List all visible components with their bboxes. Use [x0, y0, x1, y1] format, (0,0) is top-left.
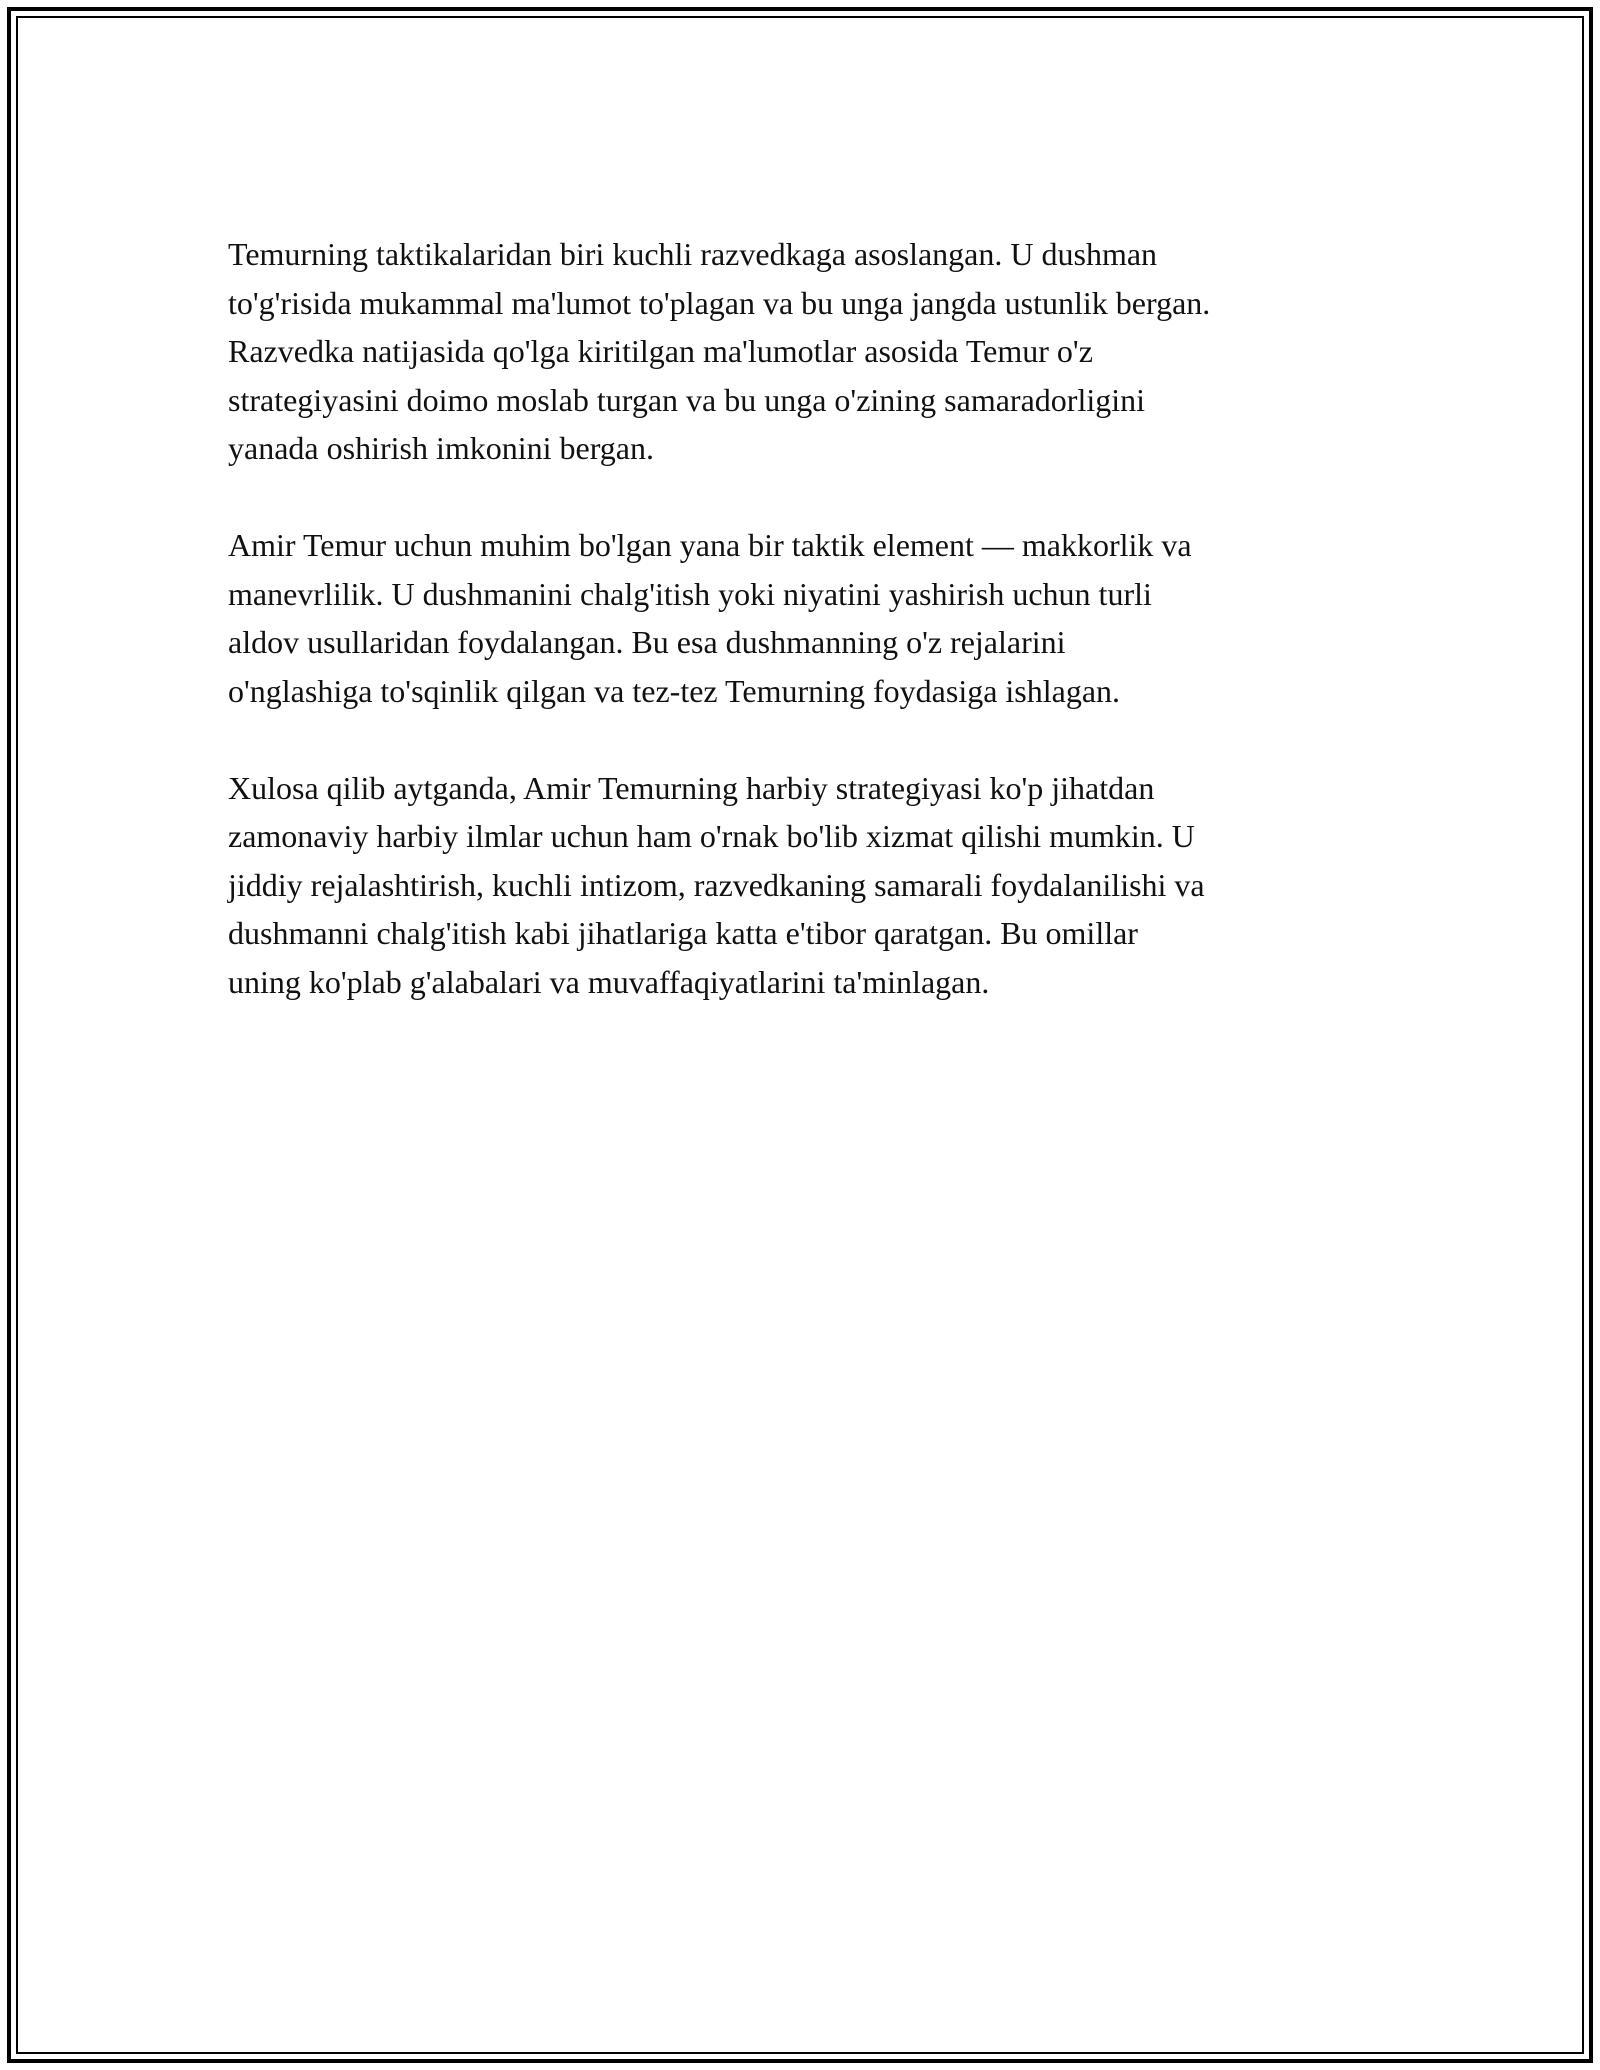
text-line: manevrlilik. U dushmanini chalg'itish yoki niyatini yashirish uchun turli — [228, 575, 1152, 612]
document-body — [228, 230, 1378, 1055]
text-line: dushmanni chalg'itish kabi jihatlariga katta e'tibor qaratgan. Bu omillar — [228, 915, 1138, 951]
text-line: uning ko'plab g'alabalari va muvaffaqiyatlarini ta'minlagan. — [228, 963, 990, 1000]
text-line: yanada oshirish imkonini bergan. — [228, 430, 654, 466]
text-line: to'g'risida mukammal ma'lumot to'plagan va bu unga jangda ustunlik bergan. — [228, 284, 1211, 321]
text-line: Amir Temur uchun muhim bo'lgan yana bir taktik element — makkorlik va — [228, 527, 1192, 563]
text-line: Razvedka natijasida qo'lga kiritilgan ma'lumotlar asosida Temur o'z — [228, 333, 1093, 369]
paragraph-3 — [228, 764, 1378, 1007]
paragraph-1 — [228, 230, 1378, 473]
text-line: Temurning taktikalaridan biri kuchli razvedkaga asoslangan. U dushman — [228, 236, 1158, 272]
text-line: aldov usullaridan foydalangan. Bu esa dushmanning o'z rejalarini — [228, 624, 1066, 660]
text-line: strategiyasini doimo moslab turgan va bu unga o'zining samaradorligini — [228, 381, 1145, 418]
text-line: jiddiy rejalashtirish, kuchli intizom, razvedkaning samarali foydalanilishi va — [228, 866, 1205, 903]
text-line: Xulosa qilib aytganda, Amir Temurning harbiy strategiyasi ko'p jihatdan — [228, 769, 1155, 806]
text-line: zamonaviy harbiy ilmlar uchun ham o'rnak bo'lib xizmat qilishi mumkin. U — [228, 818, 1195, 854]
text-line: o'nglashiga to'sqinlik qilgan va tez-tez Temurning foydasiga ishlagan. — [228, 672, 1121, 709]
paragraph-2 — [228, 521, 1378, 715]
